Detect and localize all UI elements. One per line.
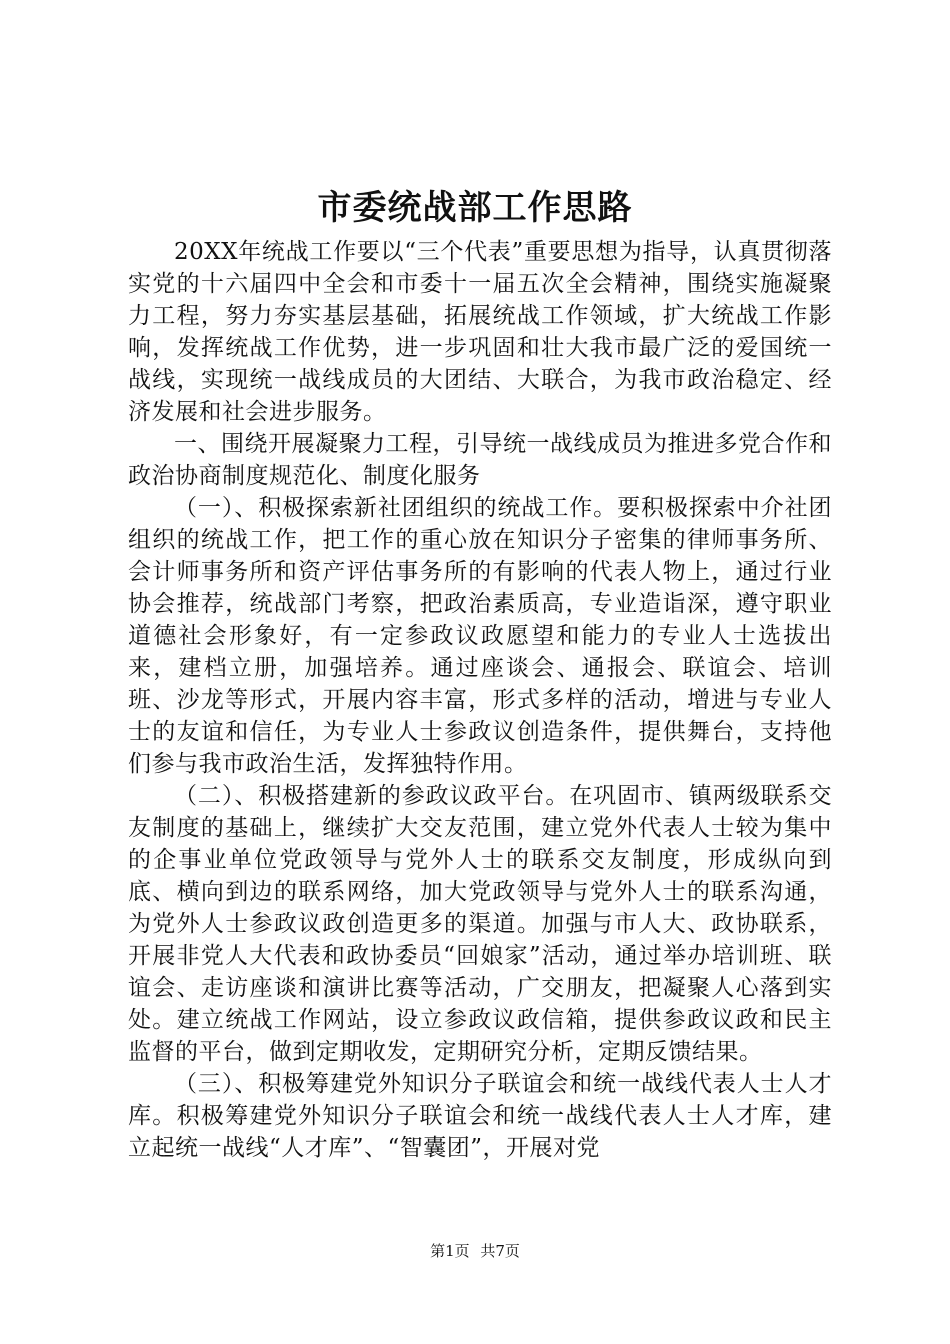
paragraph-item-3: （三）、积极筹建党外知识分子联谊会和统一战线代表人士人才库。积极筹建党外知识分子联谊会和统一战线代表人士人才库，建立起统一战线“人才库”、“智囊团”，开展对党 [128, 1071, 832, 1161]
page-number: 第1页 [430, 1242, 470, 1260]
paragraph-intro: 20XX年统战工作要以“三个代表”重要思想为指导，认真贯彻落实党的十六届四中全会和市委十一届五次全会精神，围绕实施凝聚力工程，努力夯实基层基础，拓展统战工作领域，扩大统战工作影响，发挥统战工作优势，进一步巩固和壮大我市最广泛的爱国统一战线，实现统一战线成员的大团结、大联合，为我市政治稳定、经济发展和社会进步服务。 [128, 239, 832, 425]
paragraph-item-2: （二）、积极搭建新的参政议政平台。在巩固市、镇两级联系交友制度的基础上，继续扩大交友范围，建立党外代表人士较为集中的企事业单位党政领导与党外人士的联系交友制度，形成纵向到底、横向到边的联系网络，加大党政领导与党外人士的联系沟通，为党外人士参政议政创造更多的渠道。加强与市人大、政协联系，开展非党人大代表和政协委员“回娘家”活动，通过举办培训班、联谊会、走访座谈和演讲比赛等活动，广交朋友，把凝聚人心落到实处。建立统战工作网站，设立参政议政信箱，提供参政议政和民主监督的平台，做到定期收发，定期研究分析，定期反馈结果。 [128, 783, 832, 1065]
document-title: 市委统战部工作思路 [317, 188, 633, 228]
paragraph-section-heading: 一、围绕开展凝聚力工程，引导统一战线成员为推进多党合作和政治协商制度规范化、制度化服务 [128, 431, 832, 489]
page-total: 共7页 [480, 1242, 520, 1260]
paragraph-item-1: （一）、积极探索新社团组织的统战工作。要积极探索中介社团组织的统战工作，把工作的重心放在知识分子密集的律师事务所、会计师事务所和资产评估事务所的有影响的代表人物上，通过行业协会推荐，统战部门考察，把政治素质高，专业造诣深，遵守职业道德社会形象好，有一定参政议政愿望和能力的专业人士选拔出来，建档立册，加强培养。通过座谈会、通报会、联谊会、培训班、沙龙等形式，开展内容丰富，形式多样的活动，增进与专业人士的友谊和信任，为专业人士参政议创造条件，提供舞台，支持他们参与我市政治生活，发挥独特作用。 [128, 495, 832, 777]
page-footer [0, 1240, 950, 1262]
document-body [128, 236, 832, 1164]
